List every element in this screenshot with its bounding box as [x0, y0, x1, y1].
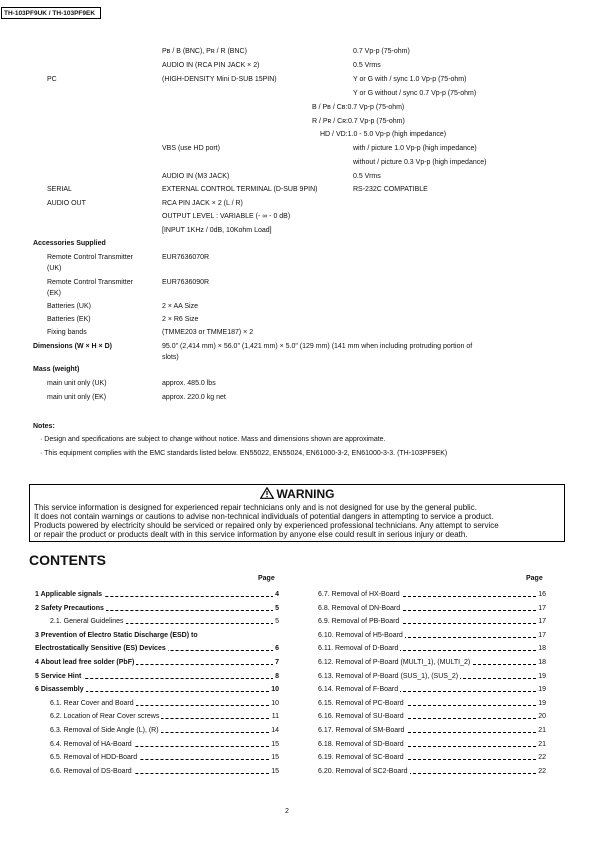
toc-entry-page: 4: [275, 591, 279, 598]
spec-audio-out-v2: OUTPUT LEVEL : VARIABLE (- ∞ - 0 dB): [162, 213, 291, 220]
toc-entry-title: 6.8. Removal of DN-Board: [318, 604, 401, 612]
spec-audio-in-rca-value: 0.5 Vrms: [353, 62, 381, 69]
contents-title: CONTENTS: [29, 552, 106, 568]
toc-entry-title: 6.2. Location of Rear Cover screws: [50, 713, 160, 721]
toc-entry-title: 6.5. Removal of HDD-Board: [50, 754, 138, 762]
toc-entry-page: 18: [538, 645, 546, 653]
toc-entry-title: 6.11. Removal of D-Board: [318, 645, 399, 653]
spec-audio-m3-value: 0.5 Vrms: [353, 173, 381, 180]
mass-ek-label: main unit only (EK): [47, 394, 107, 401]
toc-entry-title: 6.3. Removal of Side Angle (L), (R): [50, 727, 159, 734]
acc-fix-label: Fixing bands: [47, 329, 87, 336]
mass-uk-label: main unit only (UK): [47, 380, 107, 387]
spec-pc-label: PC: [47, 76, 57, 83]
warning-box: [29, 484, 565, 542]
toc-entry[interactable]: [318, 659, 546, 669]
toc-entry[interactable]: [318, 645, 546, 655]
acc-fix-value: (TMME203 or TMME187) × 2: [162, 329, 254, 336]
toc-entry[interactable]: [50, 618, 279, 628]
toc-entry-title: 6.14. Removal of F-Board: [318, 686, 399, 694]
toc-entry[interactable]: [318, 632, 546, 642]
spec-pbpr-label: Pʙ / B (BNC), Pʀ / R (BNC): [162, 48, 247, 55]
warning-triangle-icon: [260, 487, 274, 499]
toc-entry-title: 6.6. Removal of DS-Board: [50, 767, 132, 775]
acc-rc-ek-label-1: Remote Control Transmitter: [47, 279, 133, 286]
toc-entry-title: 2 Safety Precautions: [35, 604, 104, 612]
warning-title: [30, 487, 564, 501]
toc-entry-page: 6: [275, 645, 279, 653]
toc-entry[interactable]: [318, 754, 546, 764]
acc-rc-uk-label-2: (UK): [47, 265, 62, 272]
spec-pc-conn: (HIGH-DENSITY Mini D-SUB 15PIN): [162, 76, 277, 83]
mass-uk-value: approx. 485.0 lbs: [162, 380, 216, 387]
spec-vbs: VBS (use HD port): [162, 145, 220, 152]
page-number: 2: [285, 808, 289, 815]
spec-pc-v2: Y or G without / sync 0.7 Vp-p (75-ohm): [353, 90, 477, 97]
dimensions-value-1: 95.0" (2,414 mm) × 56.0" (1,421 mm) × 5.0" (129 mm) (141 mm when including protruding portion of: [162, 343, 473, 350]
toc-entry-title: 6.9. Removal of PB-Board: [318, 618, 400, 626]
toc-entry-page: 17: [538, 604, 546, 612]
toc-entry[interactable]: [318, 618, 546, 628]
spec-audio-in-rca: AUDIO IN (RCA PIN JACK × 2): [162, 62, 260, 69]
toc-entry[interactable]: [318, 700, 546, 710]
acc-rc-ek-value: EUR7636090R: [162, 279, 210, 286]
toc-entry-page: 8: [275, 672, 279, 680]
toc-entry[interactable]: [318, 605, 546, 615]
spec-serial-conn: EXTERNAL CONTROL TERMINAL (D-SUB 9PIN): [162, 186, 318, 193]
toc-entry-title: 6 Disassembly: [35, 686, 84, 694]
warning-line-4: or repair the product or products dealt with in this service information by anyone else could result in serious injury or death.: [34, 530, 468, 539]
toc-entry[interactable]: [50, 768, 279, 778]
toc-entry-title: 6.4. Removal of HA-Board: [50, 740, 132, 748]
mass-heading: Mass (weight): [33, 366, 80, 373]
toc-entry-page: 15: [271, 767, 279, 775]
spec-pc-v4: R / Pʀ / Cʀ:0.7 Vp-p (75-ohm): [312, 118, 405, 125]
acc-rc-uk-label-1: Remote Control Transmitter: [47, 254, 133, 261]
spec-vbs-v1: with / picture 1.0 Vp-p (high impedance): [353, 145, 477, 152]
toc-entry[interactable]: [50, 727, 279, 737]
toc-entry-title: 1 Applicable signals: [35, 591, 103, 598]
toc-entry-page: 10: [271, 686, 279, 694]
toc-entry-title: 6.12. Removal of P-Board (MULTI_1), (MULTI_2): [318, 659, 471, 666]
acc-bat-ek-label: Batteries (EK): [47, 316, 91, 323]
toc-entry-page: 19: [538, 686, 546, 694]
toc-entry-page: 21: [538, 727, 546, 734]
spec-pbpr-value: 0.7 Vp-p (75-ohm): [353, 48, 410, 55]
toc-entry[interactable]: [318, 768, 546, 778]
toc-entry-title: 5 Service Hint: [35, 672, 82, 680]
note-2: · This equipment complies with the EMC standards listed below. EN55022, EN55024, EN61000-3-2, EN61000-3-3. (TH-103PF9EK): [40, 450, 448, 457]
acc-rc-ek-label-2: (EK): [47, 290, 61, 297]
toc-entry-page: 17: [538, 631, 546, 639]
mass-ek-value: approx. 220.0 kg net: [162, 394, 226, 401]
acc-bat-uk-label: Batteries (UK): [47, 303, 91, 310]
toc-entry-title: 6.20. Removal of SC2-Board: [318, 767, 408, 775]
model-header: TH-103PF9UK / TH-103PF9EK: [1, 7, 101, 19]
spec-audio-out-v3: [INPUT 1KHz / 0dB, 10Kohm Load]: [162, 227, 272, 234]
toc-entry-page: 21: [538, 740, 546, 748]
toc-entry-title: 6.16. Removal of SU-Board: [318, 713, 404, 721]
spec-serial-value: RS-232C COMPATIBLE: [353, 186, 428, 193]
toc-entry-page: 22: [538, 754, 546, 762]
warning-line-1: This service information is designed for experienced repair technicians only and is not designed for use by the general public.: [34, 503, 477, 512]
acc-rc-uk-value: EUR7636070R: [162, 254, 210, 261]
spec-vbs-v2: without / picture 0.3 Vp-p (high impedance): [353, 159, 487, 166]
toc-entry[interactable]: [35, 686, 279, 696]
toc-entry[interactable]: [318, 713, 546, 723]
toc-entry-title: 6.7. Removal of HX-Board: [318, 591, 400, 598]
toc-entry-page: 15: [271, 754, 279, 762]
spec-audio-m3: AUDIO IN (M3 JACK): [162, 173, 230, 180]
contents-page-header-left: Page: [258, 575, 275, 582]
notes-heading: Notes:: [33, 423, 55, 430]
toc-entry-page: 7: [275, 659, 279, 666]
toc-entry[interactable]: [50, 713, 279, 723]
toc-entry-page: 5: [275, 618, 279, 626]
toc-entry-page: 5: [275, 604, 279, 612]
toc-entry[interactable]: [35, 591, 279, 601]
toc-entry-title: 2.1. General Guidelines: [50, 618, 124, 626]
spec-pc-v3: B / Pʙ / Cʙ:0.7 Vp-p (75-ohm): [312, 104, 405, 111]
toc-entry-page: 18: [538, 659, 546, 666]
acc-bat-ek-value: 2 × R6 Size: [162, 316, 199, 323]
toc-entry[interactable]: [35, 605, 279, 615]
toc-entry-page: 19: [538, 672, 546, 680]
toc-entry[interactable]: [50, 700, 279, 710]
toc-entry-title: 6.19. Removal of SC-Board: [318, 754, 404, 762]
toc-entry-page: 16: [538, 591, 546, 598]
toc-entry[interactable]: [318, 673, 546, 683]
spec-pc-v5: HD / VD:1.0 - 5.0 Vp-p (high impedance): [320, 131, 447, 138]
toc-entry-title: 3 Prevention of Electro Static Discharge (ESD) to: [35, 631, 198, 639]
toc-entry-page: 17: [538, 618, 546, 626]
warning-title-text: WARNING: [276, 487, 335, 501]
toc-entry-page: 15: [271, 740, 279, 748]
toc-entry[interactable]: [35, 659, 279, 669]
toc-entry[interactable]: [50, 754, 279, 764]
toc-entry-title: 6.18. Removal of SD-Board: [318, 740, 404, 748]
toc-entry[interactable]: [35, 645, 279, 655]
spec-serial-label: SERIAL: [47, 186, 72, 193]
toc-entry-page: 22: [538, 767, 546, 775]
acc-bat-uk-value: 2 × AA Size: [162, 303, 198, 310]
warning-line-3: Products powered by electricity should be serviced or repaired only by experienced professional technicians. Any attempt to service: [34, 521, 499, 530]
toc-entry-page: 11: [271, 713, 279, 721]
toc-entry[interactable]: [318, 686, 546, 696]
toc-entry[interactable]: [50, 741, 279, 751]
toc-entry-page: 14: [271, 727, 279, 734]
toc-entry-page: 10: [271, 699, 279, 707]
contents-page-header-right: Page: [526, 575, 543, 582]
toc-entry[interactable]: [35, 673, 279, 683]
note-1: · Design and specifications are subject to change without notice. Mass and dimensions shown are approximate.: [40, 436, 386, 443]
warning-line-2: It does not contain warnings or cautions to advise non-technical individuals of potential dangers in attempting to service a product.: [34, 512, 494, 521]
dimensions-value-2: slots): [162, 354, 179, 361]
spec-audio-out-label: AUDIO OUT: [47, 200, 86, 207]
accessories-heading: Accessories Supplied: [33, 240, 106, 247]
toc-entry-title: 6.17. Removal of SM-Board: [318, 727, 405, 734]
dimensions-heading: Dimensions (W × H × D): [33, 343, 112, 350]
toc-entry[interactable]: [318, 591, 546, 601]
spec-audio-out-v1: RCA PIN JACK × 2 (L / R): [162, 200, 243, 207]
toc-entry-title: 6.15. Removal of PC-Board: [318, 699, 404, 707]
toc-entry-title: 4 About lead free solder (PbF): [35, 659, 135, 666]
toc-entry-page: 19: [538, 699, 546, 707]
toc-entry[interactable]: [318, 727, 546, 737]
toc-entry-title: 6.1. Rear Cover and Board: [50, 699, 134, 707]
toc-entry-title: 6.13. Removal of P-Board (SUS_1), (SUS_2): [318, 672, 459, 680]
spec-pc-v1: Y or G with / sync 1.0 Vp-p (75-ohm): [353, 76, 467, 83]
toc-entry[interactable]: [318, 741, 546, 751]
toc-entry-title: 6.10. Removal of H5-Board: [318, 631, 403, 639]
toc-entry[interactable]: [35, 632, 279, 642]
toc-entry-title: Electrostatically Sensitive (ES) Devices: [35, 645, 166, 653]
toc-entry-page: 20: [538, 713, 546, 721]
